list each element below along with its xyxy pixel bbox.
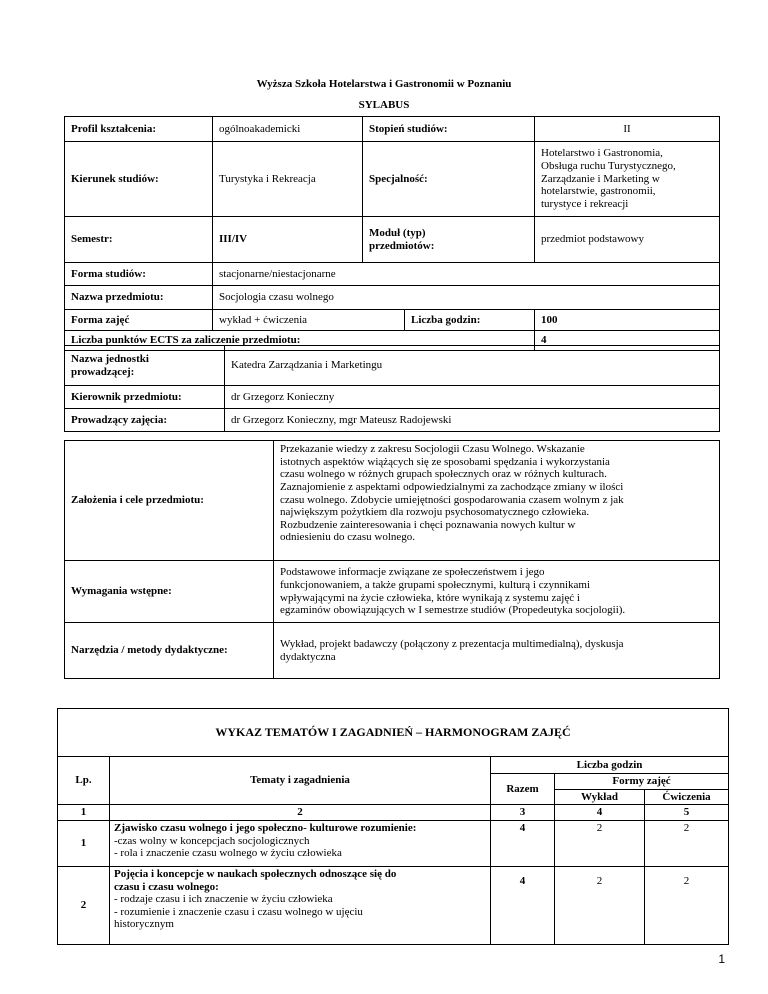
goals-table bbox=[64, 440, 720, 679]
modul-value: przedmiot podstawowy bbox=[535, 217, 720, 263]
jednostka-label: Nazwa jednostki prowadzącej: bbox=[65, 346, 225, 386]
info-table bbox=[64, 116, 720, 351]
table-row bbox=[58, 820, 729, 866]
unit-table bbox=[64, 345, 720, 432]
kierunek-label: Kierunek studiów: bbox=[65, 142, 213, 217]
kierunek-value: Turystyka i Rekreacja bbox=[213, 142, 363, 217]
row-wyklad: 2 bbox=[555, 820, 645, 866]
table-row bbox=[58, 866, 729, 944]
kierownik-value: dr Grzegorz Konieczny bbox=[225, 386, 720, 409]
info-row-nazwa bbox=[65, 286, 720, 310]
col-razem-header: Razem bbox=[491, 774, 555, 805]
row-lp: 1 bbox=[58, 820, 110, 866]
row-razem: 4 bbox=[491, 866, 555, 944]
liczba-godzin-value: 100 bbox=[535, 310, 720, 331]
row-cwiczenia: 2 bbox=[645, 866, 729, 944]
row-topic bbox=[110, 820, 491, 866]
goals-row-narzedzia bbox=[65, 623, 720, 679]
wymagania-value: Podstawowe informacje związane ze społeczeństwem i jego funkcjonowaniem, a także grupami społecznymi, kulturą i czynnikami wpływającymi na życie człowieka, które wynikają z systemu zajęć i egzaminów obowiązujących w I semestrze studiów (Propedeutyka socjologii). bbox=[274, 561, 720, 623]
row-topic bbox=[110, 866, 491, 944]
col-wyklad-header: Wykład bbox=[555, 789, 645, 805]
schedule-title: WYKAZ TEMATÓW I ZAGADNIEŃ – HARMONOGRAM ZAJĘĆ bbox=[58, 709, 729, 757]
row-topic-title: Pojęcia i koncepcje w naukach społecznych odnoszące się do czasu i czasu wolnego: bbox=[114, 867, 397, 893]
stopien-label: Stopień studiów: bbox=[363, 117, 535, 142]
prowadzacy-value: dr Grzegorz Konieczny, mgr Mateusz Radojewski bbox=[225, 409, 720, 432]
school-name: Wyższa Szkoła Hotelarstwa i Gastronomii w Poznaniu bbox=[256, 78, 512, 90]
forma-zajec-label: Forma zajęć bbox=[65, 310, 213, 331]
info-row-semestr bbox=[65, 217, 720, 263]
narzedzia-value: Wykład, projekt badawczy (połączony z prezentacja multimedialną), dyskusja dydaktyczna bbox=[274, 623, 720, 679]
info-row-forma-studiow bbox=[65, 263, 720, 286]
row-topic-title: Zjawisko czasu wolnego i jego społeczno- kulturowe rozumienie: bbox=[114, 821, 417, 834]
specjalnosc-value: Hotelarstwo i Gastronomia, Obsługa ruchu Turystycznego, Zarządzanie i Marketing w hotelarstwie, gastronomii, turystyce i rekreacji bbox=[535, 142, 720, 217]
nazwa-label: Nazwa przedmiotu: bbox=[65, 286, 213, 310]
forma-zajec-value: wykład + ćwiczenia bbox=[213, 310, 405, 331]
goals-row-zalozenia bbox=[65, 441, 720, 561]
zalozenia-value: Przekazanie wiedzy z zakresu Socjologii Czasu Wolnego. Wskazanie istotnych aspektów wiążących się ze sposobami spędzania i wykorzystania czasu wolnego w różnych grupach społecznych oraz w różnych kulturach. Zaznajomienie z aspektami odpowiedzialnymi za zachodzące zmiany w ilości czasu wolnego. Zdobycie umiejętności gospodarowania czasem wolnym z jak największym pożytkiem dla rozwoju psychosomatycznego człowieka. Rozbudzenie zainteresowania i chęci poznawania nowych kultur w odniesieniu do czasu wolnego. bbox=[274, 441, 720, 561]
row-razem: 4 bbox=[491, 820, 555, 866]
ects-value: 4 bbox=[535, 331, 720, 351]
unit-row-prowadzacy bbox=[65, 409, 720, 432]
col-num-4: 4 bbox=[555, 805, 645, 821]
forma-studiow-value: stacjonarne/niestacjonarne bbox=[213, 263, 720, 286]
semestr-value: III/IV bbox=[213, 217, 363, 263]
row-topic-items: -czas wolny w koncepcjach socjologicznych - rola i znaczenie czasu wolnego w życiu człowieka bbox=[114, 834, 342, 860]
kierownik-label: Kierownik przedmiotu: bbox=[65, 386, 225, 409]
unit-row-kierownik bbox=[65, 386, 720, 409]
jednostka-value: Katedra Zarządzania i Marketingu bbox=[225, 346, 720, 386]
modul-label: Moduł (typ) przedmiotów: bbox=[363, 217, 535, 263]
wymagania-label: Wymagania wstępne: bbox=[65, 561, 274, 623]
col-num-5: 5 bbox=[645, 805, 729, 821]
specjalnosc-label: Specjalność: bbox=[363, 142, 535, 217]
profil-label: Profil kształcenia: bbox=[65, 117, 213, 142]
profil-value: ogólnoakademicki bbox=[213, 117, 363, 142]
col-formy-header: Formy zajęć bbox=[555, 774, 729, 790]
stopien-value: II bbox=[535, 117, 720, 142]
schedule-title-row bbox=[58, 709, 729, 757]
unit-row-jednostka bbox=[65, 346, 720, 386]
row-wyklad: 2 bbox=[555, 866, 645, 944]
goals-row-wymagania bbox=[65, 561, 720, 623]
col-liczba-header: Liczba godzin bbox=[491, 757, 729, 774]
row-topic-items: - rodzaje czasu i ich znaczenie w życiu człowieka - rozumienie i znaczenie czasu i czasu wolnego w ujęciu historycznym bbox=[114, 893, 363, 931]
page-number: 1 bbox=[718, 952, 725, 966]
ects-label: Liczba punktów ECTS za zaliczenie przedmiotu: bbox=[65, 331, 535, 351]
prowadzacy-label: Prowadzący zajęcia: bbox=[65, 409, 225, 432]
info-row-kierunek bbox=[65, 142, 720, 217]
info-row-profil bbox=[65, 117, 720, 142]
info-row-forma-zajec bbox=[65, 310, 720, 331]
liczba-godzin-label: Liczba godzin: bbox=[405, 310, 535, 331]
schedule-table bbox=[57, 708, 729, 945]
document-title: SYLABUS bbox=[358, 99, 410, 111]
narzedzia-label: Narzędzia / metody dydaktyczne: bbox=[65, 623, 274, 679]
row-cwiczenia: 2 bbox=[645, 820, 729, 866]
col-num-3: 3 bbox=[491, 805, 555, 821]
col-cwiczenia-header: Ćwiczenia bbox=[645, 789, 729, 805]
row-lp: 2 bbox=[58, 866, 110, 944]
zalozenia-label: Założenia i cele przedmiotu: bbox=[65, 441, 274, 561]
col-tematy-header: Tematy i zagadnienia bbox=[110, 757, 491, 805]
schedule-header-row-1 bbox=[58, 757, 729, 774]
col-num-1: 1 bbox=[58, 805, 110, 821]
schedule-number-row bbox=[58, 805, 729, 821]
nazwa-value: Socjologia czasu wolnego bbox=[213, 286, 720, 310]
semestr-label: Semestr: bbox=[65, 217, 213, 263]
col-num-2: 2 bbox=[110, 805, 491, 821]
col-lp-header: Lp. bbox=[58, 757, 110, 805]
forma-studiow-label: Forma studiów: bbox=[65, 263, 213, 286]
